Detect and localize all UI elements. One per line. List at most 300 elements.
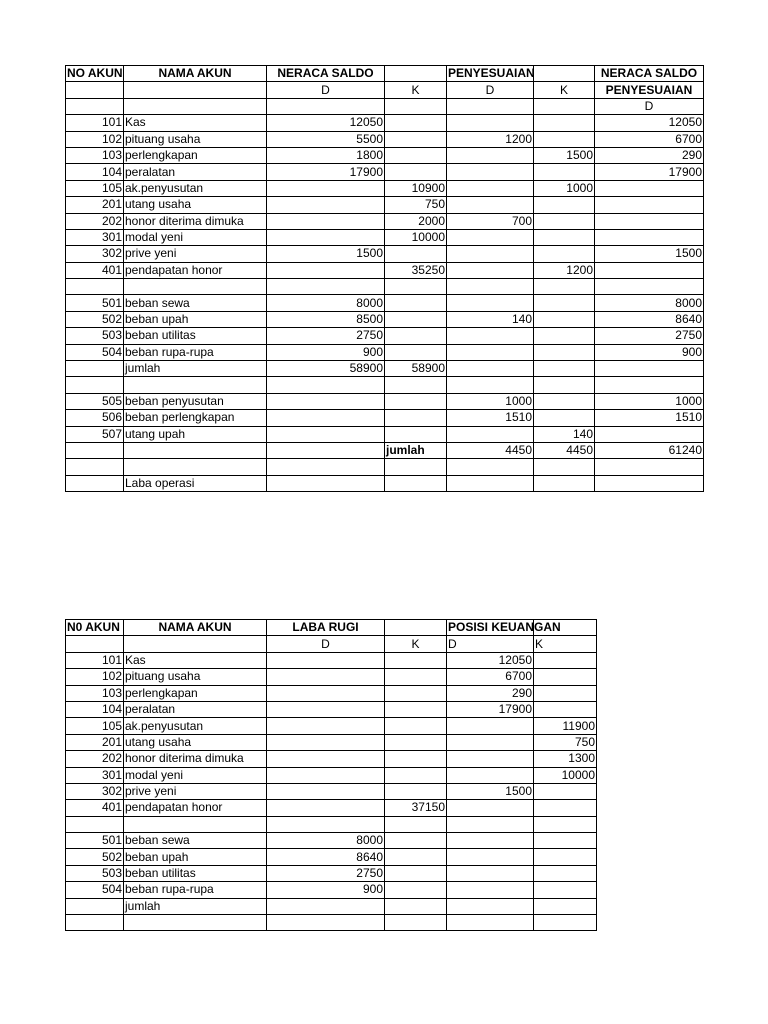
cell-penyesuaian-kredit: 140 (534, 426, 595, 442)
cell-laba-rugi-debit (267, 685, 385, 701)
cell-laba-rugi-kredit (385, 751, 447, 767)
cell-penyesuaian-debit (447, 164, 534, 180)
cell-nsp-debit: 1000 (595, 393, 704, 409)
cell-laba-rugi-debit (267, 701, 385, 717)
cell-posisi-keuangan-kredit: 10000 (534, 767, 597, 783)
cell-penyesuaian-kredit (534, 279, 595, 295)
cell-penyesuaian-kredit (534, 311, 595, 327)
cell-no-akun: 502 (66, 311, 124, 327)
cell-posisi-keuangan-kredit (534, 915, 597, 931)
table-row (66, 685, 597, 701)
cell-nama-akun: modal yeni (124, 767, 267, 783)
table-row (66, 865, 597, 881)
table-row (66, 882, 597, 898)
cell-no-akun: 201 (66, 197, 124, 213)
col-header-no-akun: N0 AKUN (66, 620, 124, 636)
cell-neraca-saldo-kredit (385, 279, 447, 295)
cell-laba-rugi-kredit (385, 718, 447, 734)
cell-nama-akun: Kas (124, 115, 267, 131)
cell-nama-akun: ak.penyusutan (124, 180, 267, 196)
cell-no-akun: 101 (66, 652, 124, 668)
cell-posisi-keuangan-debit (447, 915, 534, 931)
cell-neraca-saldo-debit: 17900 (267, 164, 385, 180)
trial-balance-table (65, 65, 704, 492)
cell-no-akun: 105 (66, 718, 124, 734)
cell-nama-akun: utang usaha (124, 197, 267, 213)
cell-posisi-keuangan-debit (447, 816, 534, 832)
cell-penyesuaian-debit: 1510 (447, 410, 534, 426)
table-row (66, 311, 704, 327)
cell-laba-rugi-kredit (385, 767, 447, 783)
table-row (66, 475, 704, 491)
cell-penyesuaian-debit (447, 180, 534, 196)
cell-nama-akun (124, 459, 267, 475)
cell-penyesuaian-debit: 4450 (447, 442, 534, 458)
cell-no-akun: 104 (66, 701, 124, 717)
cell-laba-rugi-kredit (385, 685, 447, 701)
cell-posisi-keuangan-kredit (534, 669, 597, 685)
subheader-d: D (447, 82, 534, 98)
cell-no-akun: 401 (66, 800, 124, 816)
cell-nsp-debit (595, 180, 704, 196)
cell-penyesuaian-kredit (534, 328, 595, 344)
table-row (66, 361, 704, 377)
cell-nsp-debit: 1510 (595, 410, 704, 426)
cell-penyesuaian-debit (447, 246, 534, 262)
cell-no-akun: 301 (66, 229, 124, 245)
cell-nsp-debit: 17900 (595, 164, 704, 180)
cell-neraca-saldo-kredit (385, 377, 447, 393)
cell-neraca-saldo-kredit: 35250 (385, 262, 447, 278)
col-header-nama-akun: NAMA AKUN (124, 66, 267, 82)
cell-penyesuaian-debit (447, 262, 534, 278)
cell-neraca-saldo-kredit (385, 147, 447, 163)
cell-posisi-keuangan-debit (447, 718, 534, 734)
table-row (66, 898, 597, 914)
table-row (66, 442, 704, 458)
cell-no-akun: 501 (66, 295, 124, 311)
table-row (66, 701, 597, 717)
table-row (66, 800, 597, 816)
cell-neraca-saldo-kredit (385, 246, 447, 262)
cell-laba-rugi-debit (267, 767, 385, 783)
col-header-laba-rugi: LABA RUGI (267, 620, 385, 636)
cell-posisi-keuangan-kredit: 1300 (534, 751, 597, 767)
table-row (66, 833, 597, 849)
cell-posisi-keuangan-kredit (534, 816, 597, 832)
cell-penyesuaian-kredit: 1500 (534, 147, 595, 163)
cell-neraca-saldo-debit (267, 262, 385, 278)
cell-penyesuaian-kredit (534, 197, 595, 213)
cell-nama-akun: ak.penyusutan (124, 718, 267, 734)
cell-no-akun: 504 (66, 882, 124, 898)
table-row (66, 652, 597, 668)
cell-penyesuaian-kredit (534, 377, 595, 393)
cell-nama-akun: honor diterima dimuka (124, 751, 267, 767)
cell-penyesuaian-debit: 700 (447, 213, 534, 229)
cell-no-akun: 505 (66, 393, 124, 409)
cell-laba-rugi-debit (267, 898, 385, 914)
cell-nama-akun: modal yeni (124, 229, 267, 245)
cell-laba-rugi-debit: 8640 (267, 849, 385, 865)
cell-neraca-saldo-debit: 12050 (267, 115, 385, 131)
cell-nsp-debit: 8000 (595, 295, 704, 311)
cell-neraca-saldo-kredit: 58900 (385, 361, 447, 377)
table-row (66, 734, 597, 750)
cell-nsp-debit: 12050 (595, 115, 704, 131)
cell-no-akun: 103 (66, 685, 124, 701)
cell-laba-rugi-debit: 8000 (267, 833, 385, 849)
cell-penyesuaian-kredit (534, 393, 595, 409)
cell-laba-rugi-debit (267, 915, 385, 931)
income-position-table (65, 619, 597, 931)
col-header-nsp-line1: NERACA SALDO (595, 66, 704, 82)
cell-posisi-keuangan-debit (447, 849, 534, 865)
empty-cell (534, 66, 595, 82)
cell-posisi-keuangan-debit (447, 882, 534, 898)
cell-no-akun: 504 (66, 344, 124, 360)
cell-nama-akun (124, 279, 267, 295)
cell-posisi-keuangan-kredit (534, 685, 597, 701)
cell-neraca-saldo-debit: 8000 (267, 295, 385, 311)
cell-no-akun: 103 (66, 147, 124, 163)
cell-laba-rugi-kredit (385, 783, 447, 799)
cell-penyesuaian-kredit: 4450 (534, 442, 595, 458)
table-row (66, 767, 597, 783)
cell-posisi-keuangan-kredit (534, 701, 597, 717)
cell-nsp-debit: 8640 (595, 311, 704, 327)
cell-neraca-saldo-kredit (385, 475, 447, 491)
cell-nsp-debit (595, 377, 704, 393)
cell-laba-rugi-debit (267, 669, 385, 685)
cell-neraca-saldo-kredit (385, 459, 447, 475)
cell-no-akun: 503 (66, 865, 124, 881)
cell-neraca-saldo-debit (267, 213, 385, 229)
header-row (66, 66, 704, 82)
subheader-k: K (385, 82, 447, 98)
cell-neraca-saldo-debit (267, 410, 385, 426)
table-row (66, 229, 704, 245)
cell-no-akun: 507 (66, 426, 124, 442)
cell-no-akun: 506 (66, 410, 124, 426)
cell-penyesuaian-debit (447, 328, 534, 344)
table-row (66, 131, 704, 147)
cell-posisi-keuangan-kredit (534, 849, 597, 865)
col-header-neraca-saldo: NERACA SALDO (267, 66, 385, 82)
cell-nama-akun: utang usaha (124, 734, 267, 750)
cell-nama-akun: beban utilitas (124, 865, 267, 881)
cell-neraca-saldo-kredit (385, 344, 447, 360)
cell-posisi-keuangan-kredit: 11900 (534, 718, 597, 734)
cell-penyesuaian-debit (447, 426, 534, 442)
cell-laba-rugi-debit (267, 734, 385, 750)
cell-neraca-saldo-kredit (385, 328, 447, 344)
cell-no-akun (66, 459, 124, 475)
table-row (66, 262, 704, 278)
table-row (66, 344, 704, 360)
cell-neraca-saldo-debit (267, 426, 385, 442)
cell-nama-akun (124, 915, 267, 931)
cell-nsp-debit (595, 475, 704, 491)
cell-neraca-saldo-debit (267, 459, 385, 475)
empty-cell (267, 98, 385, 114)
cell-penyesuaian-debit (447, 475, 534, 491)
cell-nama-akun: beban sewa (124, 295, 267, 311)
cell-nama-akun: beban penyusutan (124, 393, 267, 409)
table-row (66, 180, 704, 196)
cell-laba-rugi-debit (267, 718, 385, 734)
cell-no-akun (66, 279, 124, 295)
cell-no-akun: 105 (66, 180, 124, 196)
cell-penyesuaian-debit (447, 344, 534, 360)
cell-nama-akun (124, 377, 267, 393)
cell-nsp-debit: 6700 (595, 131, 704, 147)
subheader-d: D (267, 82, 385, 98)
cell-penyesuaian-debit (447, 147, 534, 163)
table-row (66, 816, 597, 832)
cell-no-akun: 302 (66, 783, 124, 799)
table-row (66, 328, 704, 344)
cell-neraca-saldo-kredit (385, 164, 447, 180)
cell-laba-rugi-kredit (385, 915, 447, 931)
cell-neraca-saldo-debit: 5500 (267, 131, 385, 147)
cell-nama-akun: beban sewa (124, 833, 267, 849)
cell-no-akun: 101 (66, 115, 124, 131)
cell-penyesuaian-debit (447, 279, 534, 295)
cell-no-akun: 302 (66, 246, 124, 262)
cell-no-akun: 502 (66, 849, 124, 865)
col-header-posisi-keuangan: POSISI KEUANGAN (448, 620, 561, 635)
cell-nama-akun: beban upah (124, 311, 267, 327)
cell-laba-rugi-kredit (385, 882, 447, 898)
cell-nsp-debit (595, 197, 704, 213)
subheader-row (66, 636, 597, 652)
cell-posisi-keuangan-kredit (534, 865, 597, 881)
cell-nsp-debit (595, 229, 704, 245)
cell-nama-akun (124, 442, 267, 458)
subheader-k: K (385, 636, 447, 652)
table-row (66, 783, 597, 799)
cell-nama-akun: beban upah (124, 849, 267, 865)
cell-laba-rugi-kredit (385, 734, 447, 750)
cell-nama-akun: peralatan (124, 701, 267, 717)
cell-neraca-saldo-kredit (385, 131, 447, 147)
empty-cell (66, 98, 124, 114)
cell-no-akun (66, 898, 124, 914)
cell-penyesuaian-debit (447, 197, 534, 213)
cell-neraca-saldo-kredit: 10000 (385, 229, 447, 245)
cell-no-akun: 301 (66, 767, 124, 783)
cell-posisi-keuangan-debit: 12050 (447, 652, 534, 668)
subheader-d: D (267, 636, 385, 652)
cell-posisi-keuangan-debit (447, 767, 534, 783)
cell-neraca-saldo-kredit: 750 (385, 197, 447, 213)
cell-laba-rugi-kredit (385, 669, 447, 685)
cell-neraca-saldo-kredit: 2000 (385, 213, 447, 229)
cell-nama-akun: Laba operasi (124, 475, 267, 491)
subheader-d: D (595, 98, 704, 114)
cell-nama-akun: jumlah (124, 898, 267, 914)
table-row (66, 410, 704, 426)
cell-neraca-saldo-debit: 2750 (267, 328, 385, 344)
cell-neraca-saldo-debit (267, 475, 385, 491)
cell-nsp-debit: 900 (595, 344, 704, 360)
cell-neraca-saldo-debit (267, 180, 385, 196)
cell-no-akun (66, 361, 124, 377)
cell-neraca-saldo-debit: 1500 (267, 246, 385, 262)
cell-neraca-saldo-debit (267, 279, 385, 295)
cell-neraca-saldo-debit: 1800 (267, 147, 385, 163)
cell-posisi-keuangan-kredit (534, 898, 597, 914)
cell-neraca-saldo-debit: 900 (267, 344, 385, 360)
cell-laba-rugi-debit: 900 (267, 882, 385, 898)
cell-penyesuaian-debit (447, 459, 534, 475)
empty-cell (385, 98, 447, 114)
col-header-penyesuaian: PENYESUAIAN (448, 66, 535, 81)
cell-no-akun: 501 (66, 833, 124, 849)
subheader-row (66, 98, 704, 114)
table-row (66, 377, 704, 393)
table-row (66, 279, 704, 295)
cell-nsp-debit (595, 426, 704, 442)
cell-penyesuaian-debit: 1200 (447, 131, 534, 147)
cell-neraca-saldo-kredit (385, 410, 447, 426)
cell-posisi-keuangan-kredit (534, 882, 597, 898)
cell-no-akun (66, 816, 124, 832)
cell-neraca-saldo-debit (267, 229, 385, 245)
cell-no-akun: 201 (66, 734, 124, 750)
cell-nsp-debit (595, 279, 704, 295)
cell-posisi-keuangan-kredit (534, 833, 597, 849)
cell-penyesuaian-debit (447, 115, 534, 131)
cell-nama-akun (124, 816, 267, 832)
subheader-row (66, 82, 704, 98)
table-row (66, 669, 597, 685)
cell-neraca-saldo-kredit (385, 295, 447, 311)
empty-cell (66, 82, 124, 98)
col-header-nsp-line2: PENYESUAIAN (595, 82, 704, 98)
table-row (66, 213, 704, 229)
cell-penyesuaian-kredit (534, 246, 595, 262)
cell-penyesuaian-kredit (534, 229, 595, 245)
cell-penyesuaian-kredit (534, 164, 595, 180)
cell-nama-akun: pendapatan honor (124, 262, 267, 278)
cell-penyesuaian-debit: 1000 (447, 393, 534, 409)
empty-cell (124, 82, 267, 98)
cell-nama-akun: pituang usaha (124, 131, 267, 147)
cell-penyesuaian-debit (447, 295, 534, 311)
table-row (66, 426, 704, 442)
subheader-k: K (534, 636, 597, 652)
table-row (66, 718, 597, 734)
cell-nama-akun: pituang usaha (124, 669, 267, 685)
cell-penyesuaian-kredit (534, 361, 595, 377)
cell-neraca-saldo-kredit (385, 311, 447, 327)
table-row (66, 751, 597, 767)
cell-no-akun: 102 (66, 669, 124, 685)
cell-laba-rugi-kredit (385, 833, 447, 849)
cell-neraca-saldo-kredit: 10900 (385, 180, 447, 196)
cell-laba-rugi-debit (267, 800, 385, 816)
cell-nsp-debit (595, 361, 704, 377)
cell-nama-akun: perlengkapan (124, 685, 267, 701)
cell-laba-rugi-kredit (385, 816, 447, 832)
empty-cell (124, 636, 267, 652)
cell-neraca-saldo-kredit (385, 393, 447, 409)
cell-penyesuaian-debit: 140 (447, 311, 534, 327)
cell-posisi-keuangan-debit (447, 734, 534, 750)
cell-penyesuaian-debit (447, 229, 534, 245)
cell-nama-akun: jumlah (124, 361, 267, 377)
cell-no-akun: 202 (66, 751, 124, 767)
cell-nama-akun: perlengkapan (124, 147, 267, 163)
cell-penyesuaian-kredit (534, 410, 595, 426)
cell-laba-rugi-kredit (385, 849, 447, 865)
cell-penyesuaian-debit (447, 377, 534, 393)
cell-nama-akun: beban utilitas (124, 328, 267, 344)
cell-penyesuaian-kredit (534, 295, 595, 311)
cell-penyesuaian-kredit (534, 131, 595, 147)
table-row (66, 197, 704, 213)
table-row (66, 147, 704, 163)
table-row (66, 915, 597, 931)
cell-laba-rugi-debit (267, 816, 385, 832)
cell-laba-rugi-kredit (385, 701, 447, 717)
cell-posisi-keuangan-kredit (534, 783, 597, 799)
cell-posisi-keuangan-kredit (534, 800, 597, 816)
cell-neraca-saldo-kredit: jumlah (385, 442, 447, 458)
cell-nama-akun: beban perlengkapan (124, 410, 267, 426)
cell-penyesuaian-kredit: 1000 (534, 180, 595, 196)
cell-no-akun (66, 475, 124, 491)
cell-neraca-saldo-debit: 8500 (267, 311, 385, 327)
cell-no-akun: 102 (66, 131, 124, 147)
cell-penyesuaian-kredit (534, 213, 595, 229)
cell-posisi-keuangan-debit: 17900 (447, 701, 534, 717)
cell-penyesuaian-kredit: 1200 (534, 262, 595, 278)
cell-neraca-saldo-kredit (385, 115, 447, 131)
cell-nama-akun: prive yeni (124, 246, 267, 262)
cell-posisi-keuangan-debit (447, 751, 534, 767)
cell-posisi-keuangan-debit (447, 865, 534, 881)
table-row (66, 459, 704, 475)
cell-nsp-debit (595, 262, 704, 278)
cell-laba-rugi-debit (267, 751, 385, 767)
cell-laba-rugi-kredit (385, 898, 447, 914)
empty-cell (534, 98, 595, 114)
cell-nama-akun: peralatan (124, 164, 267, 180)
cell-nsp-debit (595, 213, 704, 229)
header-row (66, 620, 597, 636)
cell-penyesuaian-kredit (534, 459, 595, 475)
empty-cell (385, 66, 447, 82)
subheader-d: D (447, 636, 534, 652)
table-row (66, 295, 704, 311)
cell-posisi-keuangan-debit: 6700 (447, 669, 534, 685)
table-row (66, 246, 704, 262)
cell-nsp-debit (595, 459, 704, 475)
cell-nama-akun: Kas (124, 652, 267, 668)
cell-nsp-debit: 61240 (595, 442, 704, 458)
cell-neraca-saldo-debit (267, 393, 385, 409)
table-row (66, 849, 597, 865)
cell-no-akun (66, 915, 124, 931)
table-row (66, 164, 704, 180)
col-header-nama-akun: NAMA AKUN (124, 620, 267, 636)
cell-posisi-keuangan-debit (447, 833, 534, 849)
cell-neraca-saldo-debit (267, 197, 385, 213)
cell-posisi-keuangan-debit: 1500 (447, 783, 534, 799)
